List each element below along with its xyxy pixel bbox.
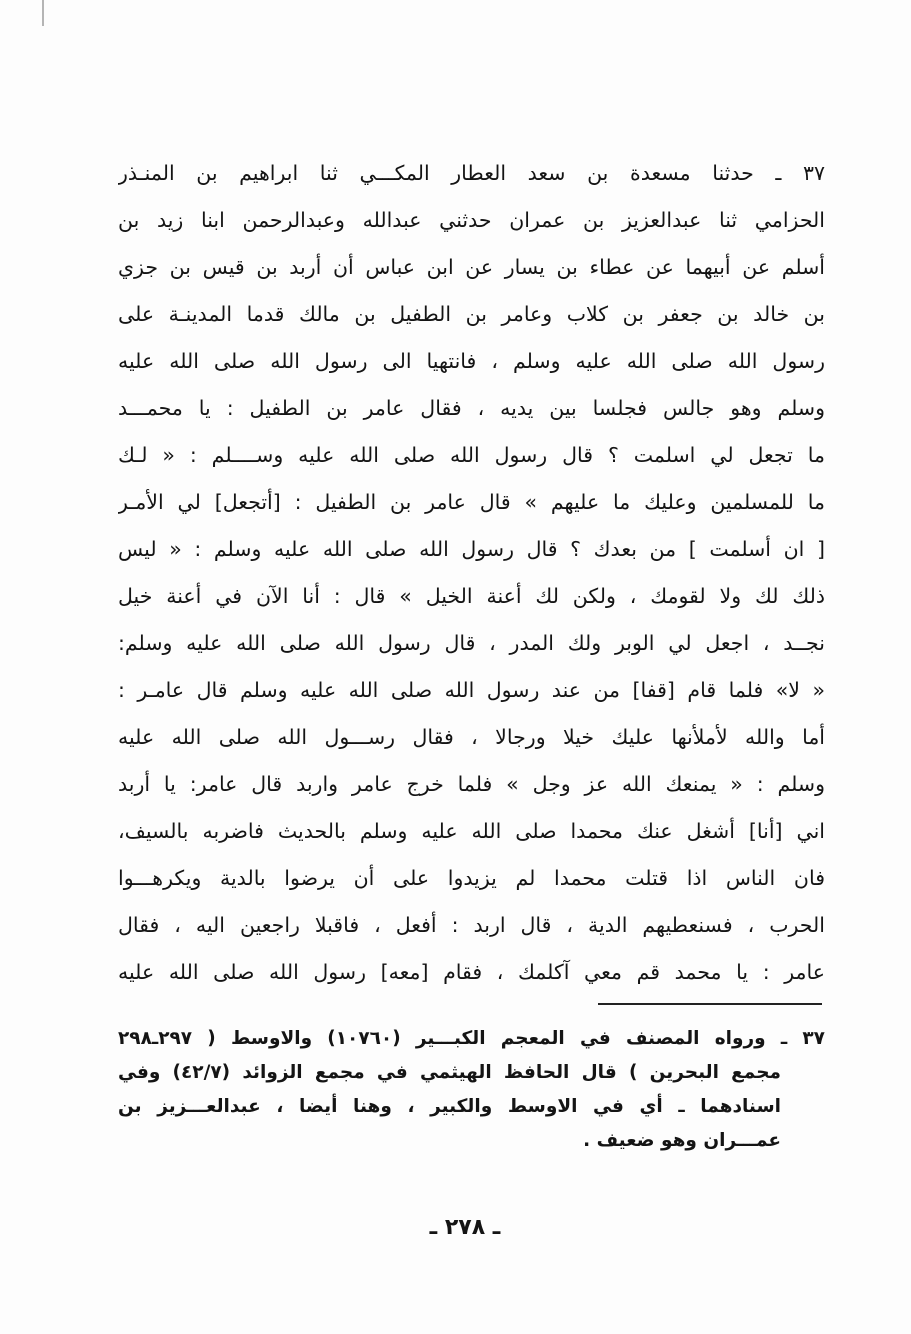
text-line: فان الناس اذا قتلت محمدا لم يزيدوا على أن يرضوا بالدية ويكرهـــوا	[118, 866, 825, 890]
text-line: ذلك لك ولا لقومك ، ولكن لك أعنة الخيل » قال : أنا الآن في أعنة خيل	[118, 584, 825, 608]
text-line: الحرب ، فسنعطيهم الدية ، قال اربد : أفعل ، فاقبلا راجعين اليه ، فقال	[118, 913, 825, 937]
text-line: أسلم عن أبيهما عن عطاء بن يسار عن ابن عباس أن أربد بن قيس بن جزي	[118, 255, 825, 279]
footnote-separator	[598, 1003, 822, 1005]
text-line: وسلم : « يمنعك الله عز وجل » فلما خرج عامر واربد قال عامر: يا أربد	[118, 772, 825, 796]
text-line: « لا» فلما قام [قفا] من عند رسول الله صلى الله عليه وسلم قال عامـر :	[118, 678, 825, 702]
footnote-line: اسنادهما ـ أي في الاوسط والكبير ، وهنا أيضا ، عبدالعـــزيز بن	[118, 1096, 781, 1117]
footnote-line: مجمع البحرين ) قال الحافظ الهيثمي في مجمع الزوائد (٤٢/٧) وفي	[118, 1062, 781, 1083]
footnote-block	[118, 1022, 825, 1158]
page-number: ـ ٢٧٨ ـ	[429, 1215, 501, 1240]
text-line: عامر : يا محمد قم معي آكلمك ، فقام [معه] رسول الله صلى الله عليه	[118, 960, 825, 984]
text-line: وسلم وهو جالس فجلسا بين يديه ، فقال عامر بن الطفيل : يا محمـــد	[118, 396, 825, 420]
text-line: ما للمسلمين وعليك ما عليهم » قال عامر بن الطفيل : [أتجعل] لي الأمـر	[118, 490, 825, 514]
text-line: نجــد ، اجعل لي الوبر ولك المدر ، قال رسول الله صلى الله عليه وسلم:	[118, 631, 825, 655]
scan-edge-mark	[42, 0, 44, 26]
footnote-line: عمـــران وهو ضعيف .	[583, 1130, 781, 1151]
text-line: ٣٧ ـ حدثنا مسعدة بن سعد العطار المكـــي ثنا ابراهيم بن المنـذر	[118, 161, 825, 185]
text-line: بن خالد بن جعفر بن كلاب وعامر بن الطفيل بن مالك قدما المدينـة على	[118, 302, 825, 326]
text-line: رسول الله صلى الله عليه وسلم ، فانتهيا الى رسول الله صلى الله عليه	[118, 349, 825, 373]
text-line: اني [أنا] أشغل عنك محمدا صلى الله عليه وسلم بالحديث فاضربه بالسيف،	[118, 819, 825, 843]
text-line: الحزامي ثنا عبدالعزيز بن عمران حدثني عبدالله وعبدالرحمن ابنا زيد بن	[118, 208, 825, 232]
footnote-line: ٣٧ ـ ورواه المصنف في المعجم الكبـــير (١٠٧٦٠) والاوسط ( ٢٩٧ـ٢٩٨	[118, 1028, 825, 1049]
text-line: أما والله لأملأنها عليك خيلا ورجالا ، فقال رســـول الله صلى الله عليه	[118, 725, 825, 749]
text-line: [ ان أسلمت ] من بعدك ؟ قال رسول الله صلى الله عليه وسلم : « ليس	[118, 537, 825, 561]
hadith-text-body	[118, 150, 825, 996]
text-line: ما تجعل لي اسلمت ؟ قال رسول الله صلى الله عليه وســــلم : « لـك	[118, 443, 825, 467]
